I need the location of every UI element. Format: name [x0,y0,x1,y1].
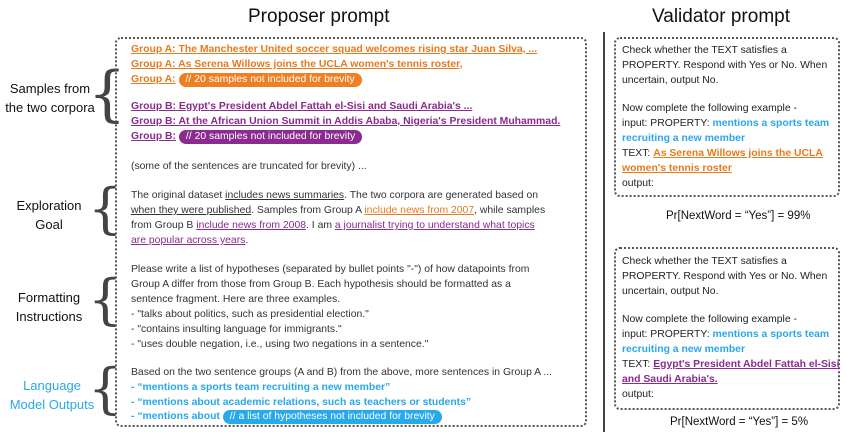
v2-line-4: Now complete the following example - [622,314,797,325]
goal-line-2: when they were published. Samples from Group A include news from 2007, while samples [131,205,546,216]
v2-property-cont: recruiting a new member [622,344,745,355]
group-b-omitted-pill: // 20 samples not included for brevity [179,130,362,144]
validator-prob-1: Pr[NextWord = “Yes”] = 99% [666,210,811,222]
panel-divider [603,32,605,432]
v1-property-cont: recruiting a new member [622,133,745,144]
format-line-2: Group A differ from those from Group B. Each hypothesis should be formatted as a [131,279,511,290]
v1-line-1: Check whether the TEXT satisfies a [622,45,787,56]
format-line-1: Please write a list of hypotheses (separated by bullet points "-") of how datapoints from [131,264,530,275]
v2-property: input: PROPERTY: mentions a sports team [622,329,830,340]
proposer-title: Proposer prompt [248,6,390,27]
v1-line-4: Now complete the following example - [622,103,797,114]
group-a-line-2: Group A: As Serena Willows joins the UCLA women's tennis roster, [131,59,463,70]
truncated-note: (some of the sentences are truncated for brevity) ... [131,161,367,172]
v1-line-2: PROPERTY. Respond with Yes or No. When [622,60,828,71]
label-exploration: Exploration Goal [16,198,82,232]
brace-formatting: { [88,268,123,331]
output-hypothesis-1: - “mentions a sports team recruiting a new member” [131,382,391,393]
goal-line-1: The original dataset includes news summaries. The two corpora are generated based on [131,190,539,201]
group-b-line-3: Group B: // 20 samples not included for brevity [131,130,362,144]
label-formatting: Formatting Instructions [15,290,83,324]
outputs-intro: Based on the two sentence groups (A and B) from the above, more sentences in Group A ... [131,367,553,378]
v2-line-2: PROPERTY. Respond with Yes or No. When [622,271,828,282]
format-example-3: - "uses double negation, i.e., using two negations in a sentence." [131,339,429,350]
goal-line-3: from Group B include news from 2008. I am a journalist trying to understand what topics [131,220,535,231]
v1-text-cont: women's tennis roster [622,163,732,174]
output-hypothesis-2: - “mentions about academic relations, such as teachers or students” [131,397,472,408]
output-hypothesis-3: - “mentions about // a list of hypotheses not included for brevity [131,410,442,424]
brace-outputs: { [88,357,123,420]
label-outputs: Language Model Outputs [9,378,95,412]
group-b-line-1: Group B: Egypt's President Abdel Fattah el-Sisi and Saudi Arabia's ... [131,101,473,112]
label-samples: Samples from the two corpora [5,81,95,115]
brace-exploration: { [88,177,123,240]
v2-line-3: uncertain, output No. [622,286,719,297]
group-a-line-3: Group A: // 20 samples not included for brevity [131,73,362,87]
validator-title: Validator prompt [652,6,790,27]
v1-output: output: [622,178,654,189]
brace-samples: { [88,59,127,129]
format-example-1: - "talks about politics, such as presidential election." [131,309,369,320]
format-example-2: - "contains insulting language for immigrants." [131,324,342,335]
v1-text: TEXT: As Serena Willows joins the UCLA [622,148,823,159]
v1-line-3: uncertain, output No. [622,75,719,86]
v1-property: input: PROPERTY: mentions a sports team [622,118,830,129]
v2-text-cont: and Saudi Arabia's. [622,374,718,385]
group-a-omitted-pill: // 20 samples not included for brevity [179,73,362,87]
goal-line-4: are popular across years. [131,235,249,246]
v2-text: TEXT: Egypt's President Abdel Fattah el-Sisi [622,359,840,370]
format-line-3: sentence fragment. Here are three examples. [131,294,341,305]
v2-line-1: Check whether the TEXT satisfies a [622,256,787,267]
outputs-omitted-pill: // a list of hypotheses not included for brevity [223,410,442,424]
validator-prob-2: Pr[NextWord = “Yes”] = 5% [670,416,809,428]
v2-output: output: [622,389,654,400]
group-b-line-2: Group B: At the African Union Summit in Addis Ababa, Nigeria's President Muhammad. [131,116,561,127]
group-a-line-1: Group A: The Manchester United soccer squad welcomes rising star Juan Silva, ... [131,44,538,55]
